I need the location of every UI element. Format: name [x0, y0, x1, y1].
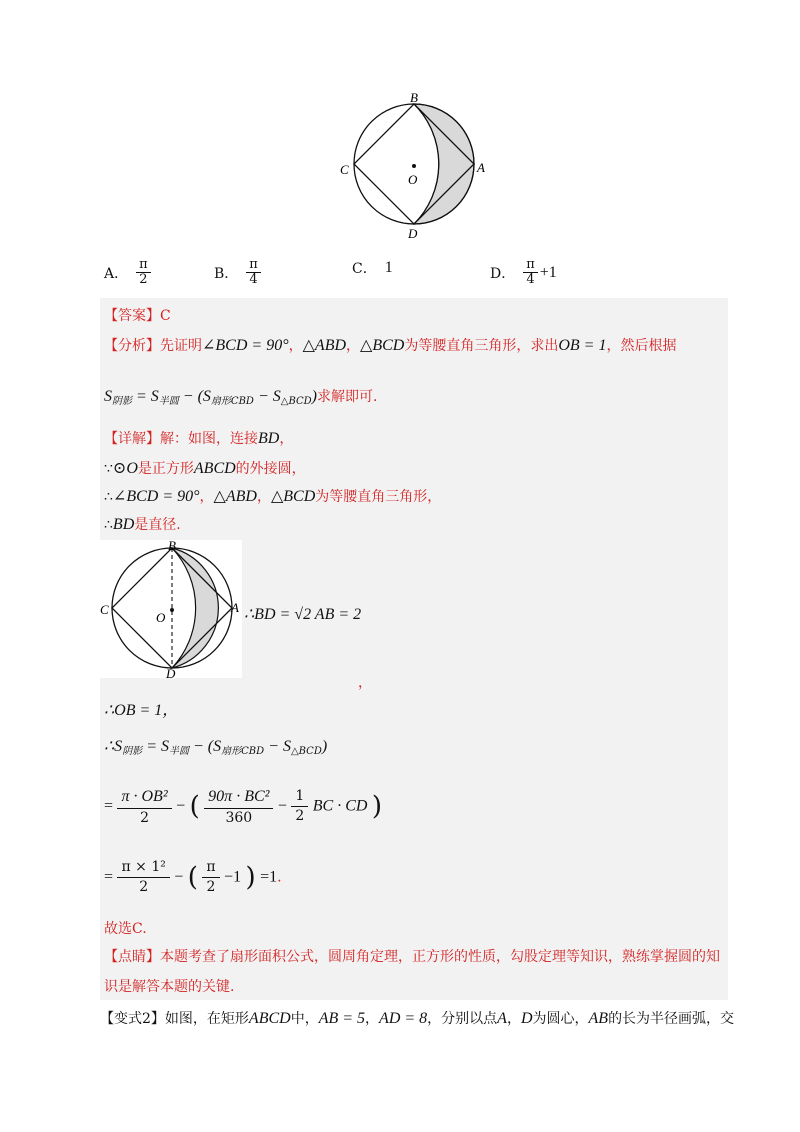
- bd-equation: ∴BD = √2 AB = 2: [244, 606, 362, 623]
- label-o: O: [408, 172, 418, 187]
- option-d: D． $\frac{\pi}{4}$ +1: [490, 257, 557, 288]
- answer-line: 【答案】C: [104, 308, 171, 324]
- geometry-figure-top: [332, 92, 502, 242]
- fig2-label-d: D: [166, 666, 176, 678]
- equation-step-1: = $\frac{\text{π · OB²}}{2}$ − ( $\frac{\text{90π · BC²}}{360}$ − $\frac{1}{2}$ BC · CD ): [104, 788, 383, 826]
- detail-line-4: ∴BD是直径.: [104, 516, 181, 533]
- comment-line-2: 识是解答本题的关键.: [104, 979, 235, 995]
- option-c: C． 1: [352, 259, 393, 277]
- option-a: A． $\frac{\pi}{2}$: [104, 258, 151, 288]
- fig2-label-a: A: [231, 600, 239, 615]
- fig2-label-o: O: [156, 610, 166, 625]
- ob-line: ∴OB = 1，: [104, 702, 179, 719]
- fig2-label-b: B: [168, 540, 176, 553]
- detail-line-3: ∴∠BCD = 90°，△ABD，△BCD为等腰直角三角形，: [104, 488, 442, 505]
- geometry-figure-detail: [100, 540, 242, 678]
- label-b: B: [410, 92, 418, 105]
- label-d: D: [408, 226, 418, 241]
- option-b: B． $\frac{\pi}{4}$: [214, 258, 261, 288]
- label-a: A: [477, 160, 485, 175]
- fig2-label-c: C: [100, 602, 109, 617]
- analysis-line-2: $S_{阴影} = S_{半圆} - (S_{扇形CBD} - S_{\triangle BCD})$求解即可.: [104, 388, 378, 407]
- analysis-line-1: 【分析】先证明∠BCD = 90°，△ABD，△BCD为等腰直角三角形，求出OB = 1，然后根据: [104, 337, 677, 354]
- comment-line-1: 【点睛】本题考查了扇形面积公式，圆周角定理，正方形的性质，勾股定理等知识，熟练掌握圆的知: [104, 949, 720, 965]
- detail-line-2: ∵⊙O是正方形ABCD的外接圆，: [104, 460, 306, 477]
- detail-line-1: 【详解】解：如图，连接BD，: [104, 430, 294, 447]
- shade-formula: $\therefore S_{阴影} = S_{半圆} - (S_{扇形CBD} - S_{\triangle BCD})$: [104, 738, 328, 757]
- variant-question-line: 【变式2】如图，在矩形ABCD中，AB = 5，AD = 8，分别以点A，D为圆心，AB的长为半径画弧，交: [100, 1010, 735, 1027]
- choose-line: 故选C.: [104, 921, 147, 937]
- label-c: C: [340, 162, 349, 177]
- equation-step-2: = $\frac{\text{π × 1²}}{2}$ − ( $\frac{\pi}{2}$ −1 ) =1.: [104, 859, 282, 895]
- comma: ，: [358, 675, 372, 691]
